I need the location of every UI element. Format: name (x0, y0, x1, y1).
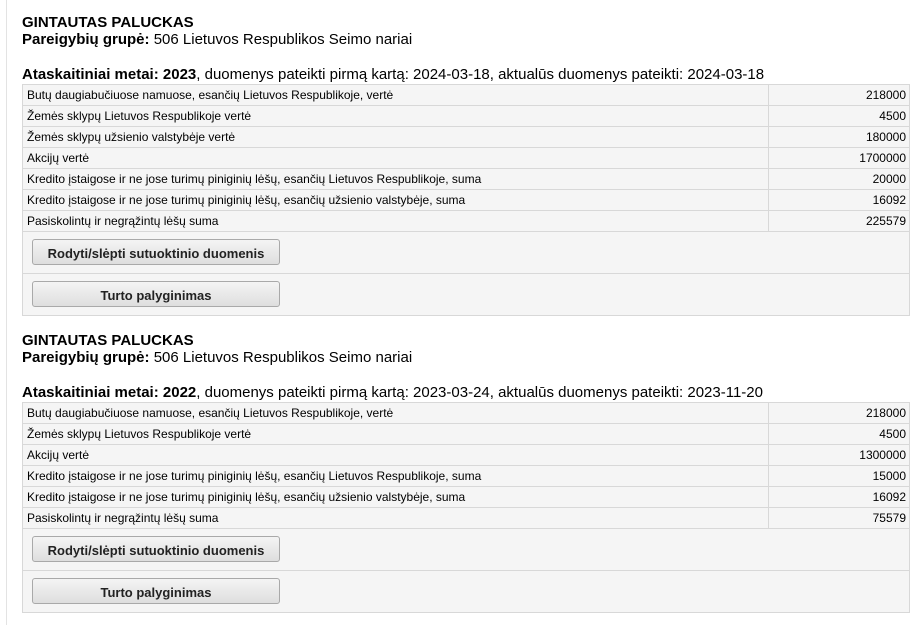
asset-label: Butų daugiabučiuose namuose, esančių Lietuvos Respublikoje, vertė (23, 85, 769, 105)
asset-value: 218000 (865, 406, 906, 420)
spouse-button-row (23, 232, 909, 274)
asset-value: 180000 (865, 130, 906, 144)
asset-value: 1300000 (859, 448, 906, 462)
table-row (23, 508, 909, 529)
table-row (23, 169, 909, 190)
toggle-spouse-data-button[interactable]: Rodyti/slėpti sutuoktinio duomenis (32, 239, 280, 265)
table-row (23, 445, 909, 466)
asset-value: 75579 (872, 511, 906, 525)
table-row (23, 403, 909, 424)
declaration-2023 (22, 14, 910, 316)
position-group-value: 506 Lietuvos Respublikos Seimo nariai (149, 349, 413, 366)
toggle-spouse-data-button[interactable]: Rodyti/slėpti sutuoktinio duomenis (32, 536, 280, 562)
table-row (23, 466, 909, 487)
assets-table (22, 402, 910, 613)
position-group (22, 31, 910, 49)
report-year-line (22, 66, 910, 84)
page-left-border (6, 0, 7, 625)
asset-label: Žemės sklypų Lietuvos Respublikoje vertė (23, 106, 769, 126)
asset-label: Pasiskolintų ir negrąžintų lėšų suma (23, 508, 769, 528)
table-row (23, 190, 909, 211)
table-row (23, 211, 909, 232)
position-group-label: Pareigybių grupė: (22, 349, 150, 366)
table-row (23, 127, 909, 148)
report-year-label: Ataskaitiniai metai: 2023 (22, 66, 197, 83)
asset-value: 4500 (879, 427, 906, 441)
asset-label: Akcijų vertė (23, 445, 769, 465)
table-row (23, 106, 909, 127)
asset-value: 15000 (872, 469, 906, 483)
asset-label: Žemės sklypų Lietuvos Respublikoje vertė (23, 424, 769, 444)
asset-comparison-button[interactable]: Turto palyginimas (32, 578, 280, 604)
asset-value: 20000 (872, 172, 906, 186)
asset-label: Akcijų vertė (23, 148, 769, 168)
asset-label: Butų daugiabučiuose namuose, esančių Lietuvos Respublikoje, vertė (23, 403, 769, 423)
asset-value: 16092 (872, 490, 906, 504)
assets-table (22, 84, 910, 316)
asset-value: 225579 (865, 214, 906, 228)
position-group-value: 506 Lietuvos Respublikos Seimo nariai (149, 31, 413, 48)
table-row (23, 487, 909, 508)
asset-label: Žemės sklypų užsienio valstybėje vertė (23, 127, 769, 147)
table-row (23, 424, 909, 445)
asset-value: 16092 (872, 193, 906, 207)
report-year-label: Ataskaitiniai metai: 2022 (22, 384, 197, 401)
asset-value: 218000 (865, 88, 906, 102)
declaration-2022 (22, 332, 910, 613)
table-row (23, 85, 909, 106)
asset-value: 1700000 (859, 151, 906, 165)
asset-label: Pasiskolintų ir negrąžintų lėšų suma (23, 211, 769, 231)
table-row (23, 148, 909, 169)
asset-value: 4500 (879, 109, 906, 123)
asset-label: Kredito įstaigose ir ne jose turimų piniginių lėšų, esančių užsienio valstybėje, suma (23, 190, 769, 210)
report-dates: , duomenys pateikti pirmą kartą: 2023-03-24, aktualūs duomenys pateikti: 2023-11-20 (196, 384, 763, 401)
spouse-button-row (23, 529, 909, 571)
person-name: GINTAUTAS PALUCKAS (22, 14, 194, 31)
position-group-label: Pareigybių grupė: (22, 31, 150, 48)
asset-label: Kredito įstaigose ir ne jose turimų piniginių lėšų, esančių užsienio valstybėje, suma (23, 487, 769, 507)
asset-label: Kredito įstaigose ir ne jose turimų piniginių lėšų, esančių Lietuvos Respublikoje, suma (23, 466, 769, 486)
compare-button-row (23, 571, 909, 612)
asset-label: Kredito įstaigose ir ne jose turimų piniginių lėšų, esančių Lietuvos Respublikoje, suma (23, 169, 769, 189)
report-year-line (22, 384, 910, 402)
report-dates: , duomenys pateikti pirmą kartą: 2024-03-18, aktualūs duomenys pateikti: 2024-03-18 (196, 66, 765, 83)
person-name: GINTAUTAS PALUCKAS (22, 332, 194, 349)
asset-comparison-button[interactable]: Turto palyginimas (32, 281, 280, 307)
position-group (22, 349, 910, 367)
compare-button-row (23, 274, 909, 315)
